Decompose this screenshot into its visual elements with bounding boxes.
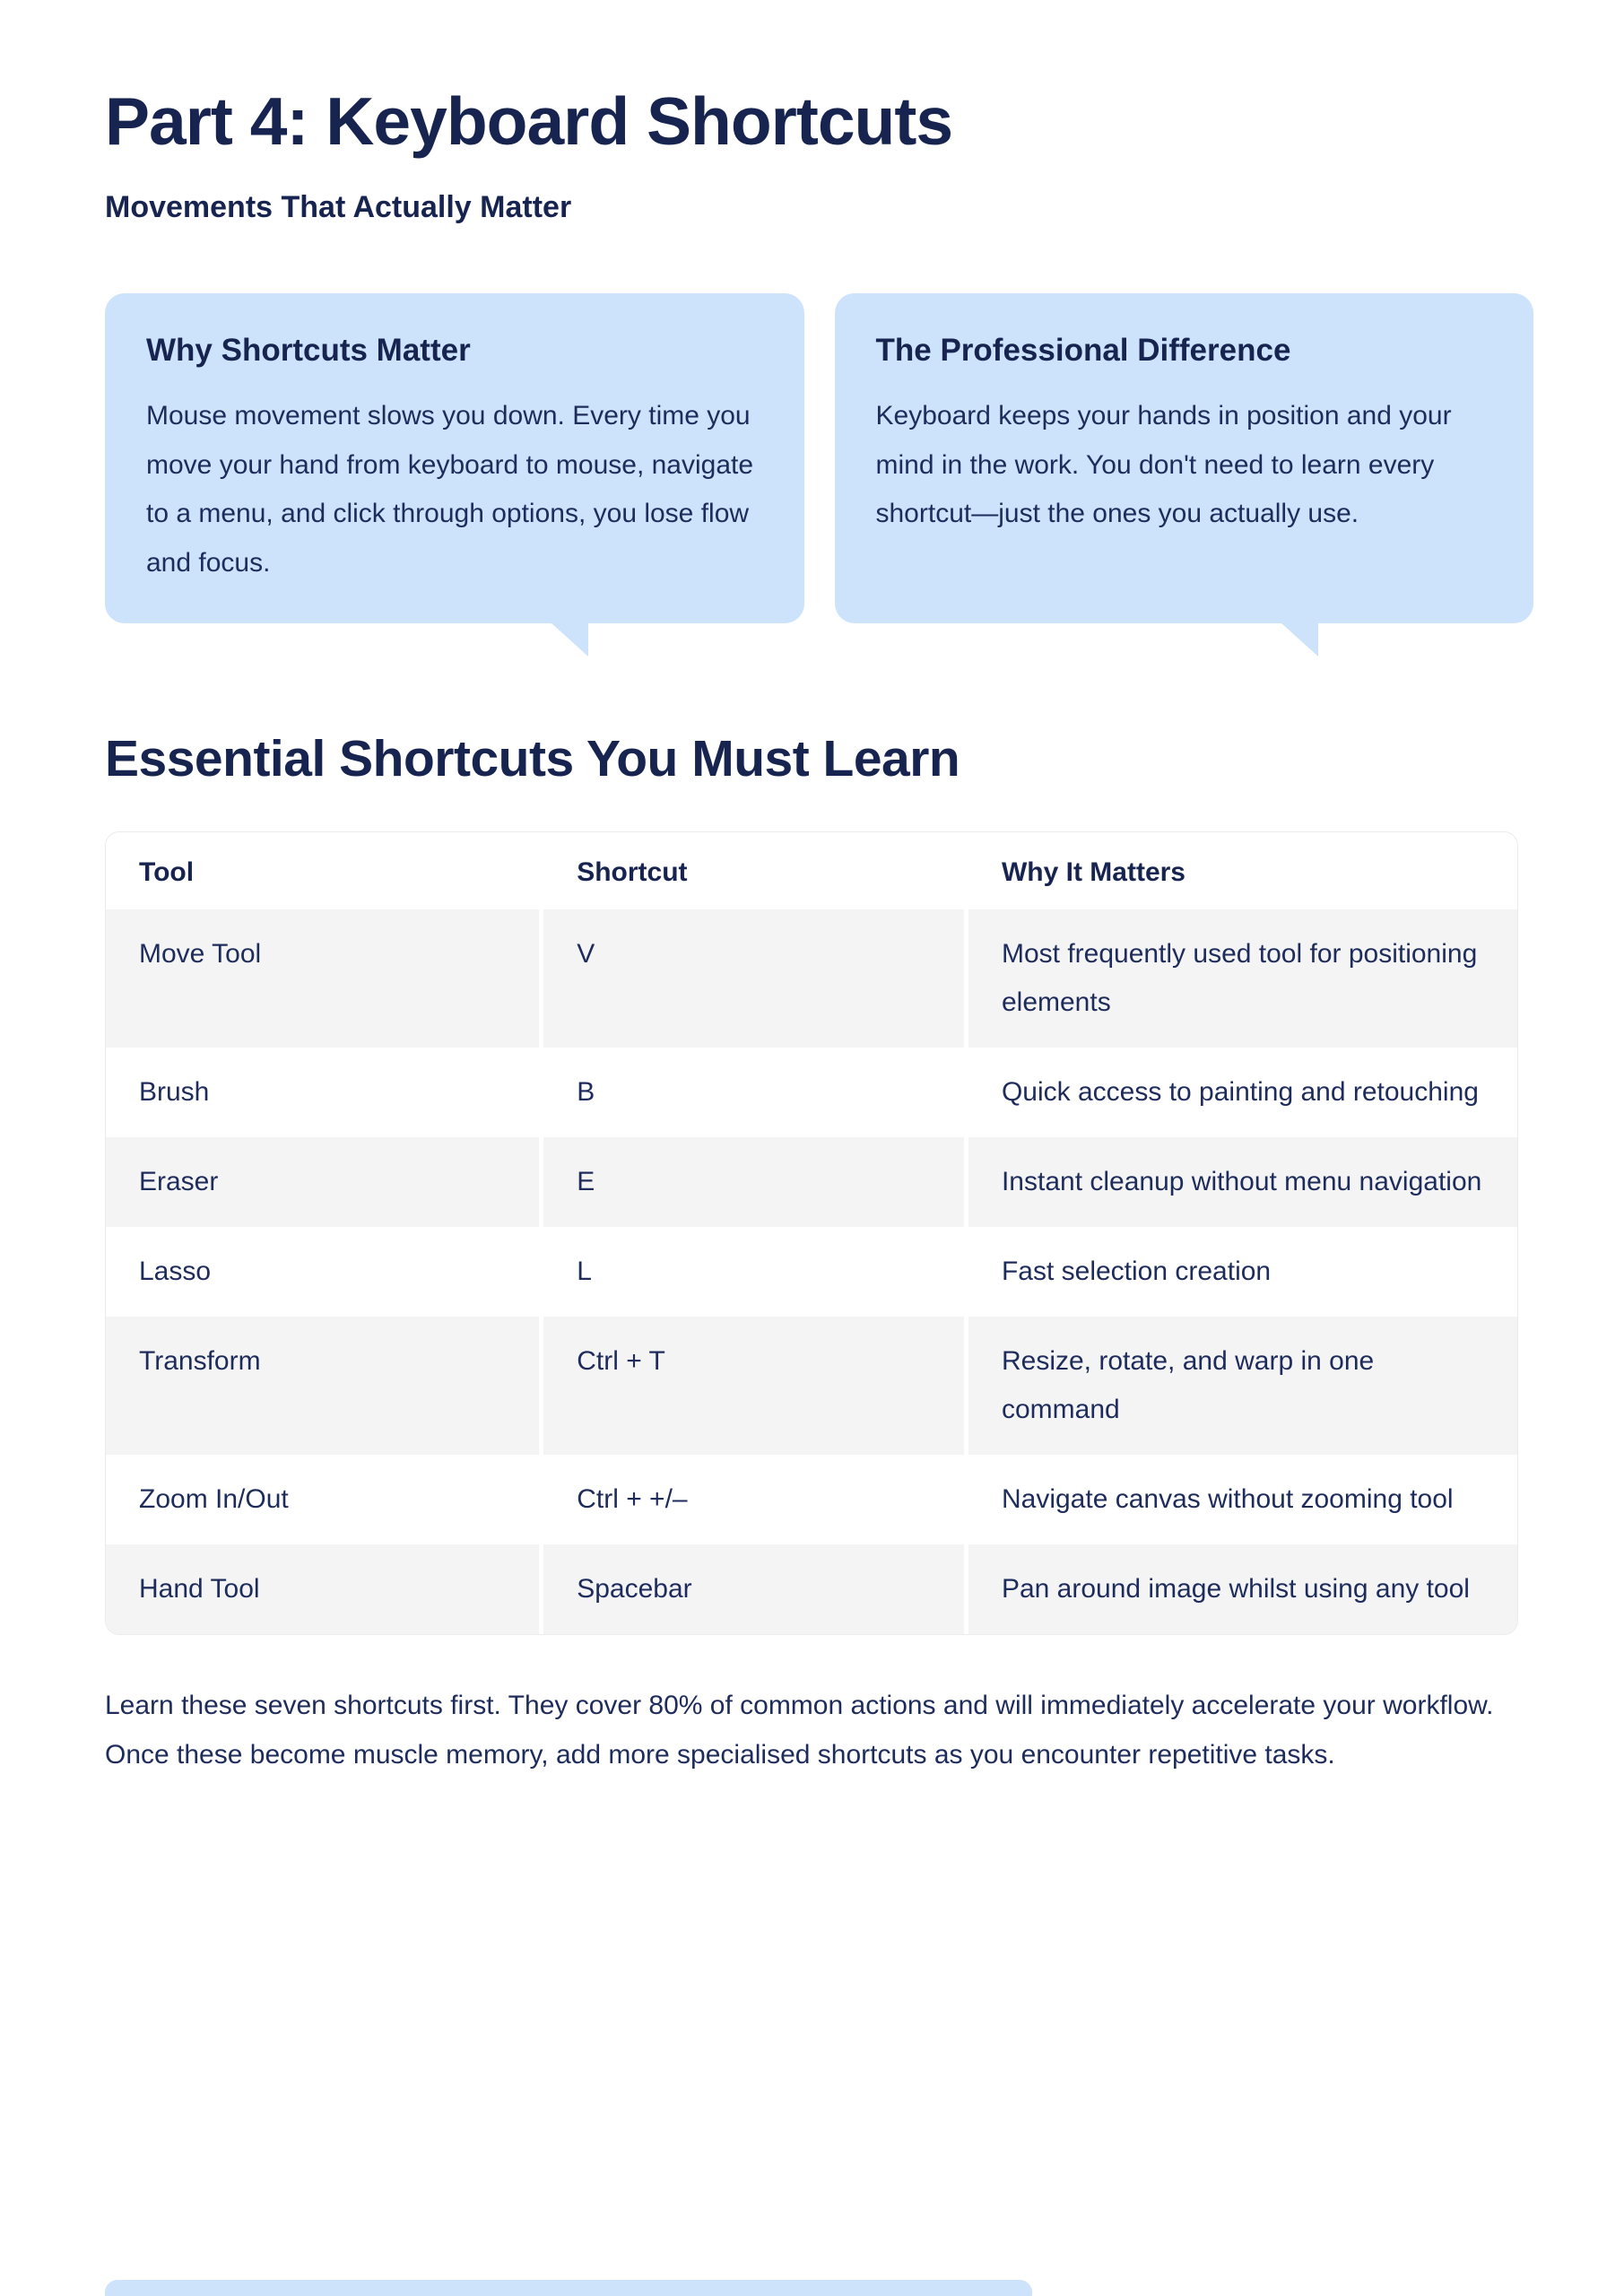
table-row (106, 1455, 1517, 1544)
shortcut-cell: L (539, 1227, 964, 1317)
shortcut-cell: E (539, 1137, 964, 1227)
page-title: Part 4: Keyboard Shortcuts (105, 83, 953, 159)
column-header-shortcut: Shortcut (539, 832, 964, 909)
why-cell: Most frequently used tool for positioning elements (964, 909, 1517, 1048)
why-cell: Pan around image whilst using any tool (964, 1544, 1517, 1634)
tool-cell: Brush (139, 1077, 210, 1108)
shortcut-cell: Ctrl + T (539, 1317, 964, 1455)
shortcut-cell: V (539, 909, 964, 1048)
closing-paragraph: Learn these seven shortcuts first. They cover 80% of common actions and will immediately accelerate your workflow. Once these become muscle memory, add more specialised shortcuts as you encounter repetitive tasks. (105, 1691, 1494, 1770)
callout-professional-difference (835, 293, 1534, 623)
shortcut-cell: B (539, 1048, 964, 1137)
tool-cell: Eraser (106, 1137, 539, 1227)
shortcuts-table-card (105, 831, 1518, 1635)
why-cell: Resize, rotate, and warp in one command (964, 1317, 1517, 1455)
tool-cell: Hand Tool (106, 1544, 539, 1634)
shortcut-cell: Spacebar (539, 1544, 964, 1634)
table-row (106, 1048, 1517, 1137)
why-cell: Fast selection creation (964, 1227, 1517, 1317)
why-cell: Navigate canvas without zooming tool (964, 1455, 1517, 1544)
callout-heading: Why Shortcuts Matter (146, 333, 471, 368)
page-subtitle: Movements That Actually Matter (105, 190, 572, 224)
callout-body: Mouse movement slows you down. Every time you move your hand from keyboard to mouse, navigate to a menu, and click through options, you lose flow and focus. (146, 401, 754, 578)
shortcuts-table (106, 832, 1517, 1634)
section-heading: Essential Shortcuts You Must Learn (105, 730, 960, 788)
shortcut-cell: Ctrl + +/– (539, 1455, 964, 1544)
table-header-row (106, 832, 1517, 909)
table-row (106, 1544, 1517, 1634)
callout-heading: The Professional Difference (875, 333, 1291, 368)
tool-cell: Transform (106, 1317, 539, 1455)
why-cell: Quick access to painting and retouching (964, 1048, 1517, 1137)
speech-bubble-tail (551, 622, 588, 657)
table-row (106, 909, 1517, 1048)
column-header-tool: Tool (106, 832, 539, 909)
callout-why-shortcuts-matter (105, 293, 804, 623)
tool-cell: Move Tool (106, 909, 539, 1048)
callout-row (105, 293, 1533, 623)
why-cell: Instant cleanup without menu navigation (964, 1137, 1517, 1227)
callout-body: Keyboard keeps your hands in position and your mind in the work. You don't need to learn every shortcut—just the ones you actually use. (875, 401, 1452, 529)
tool-cell: Zoom In/Out (139, 1484, 289, 1515)
tool-cell: Lasso (139, 1257, 212, 1287)
table-row (106, 1317, 1517, 1455)
table-row (106, 1137, 1517, 1227)
column-header-why: Why It Matters (964, 832, 1517, 909)
table-row (106, 1227, 1517, 1317)
next-section-peek (105, 2280, 1032, 2296)
speech-bubble-tail (1281, 622, 1318, 657)
